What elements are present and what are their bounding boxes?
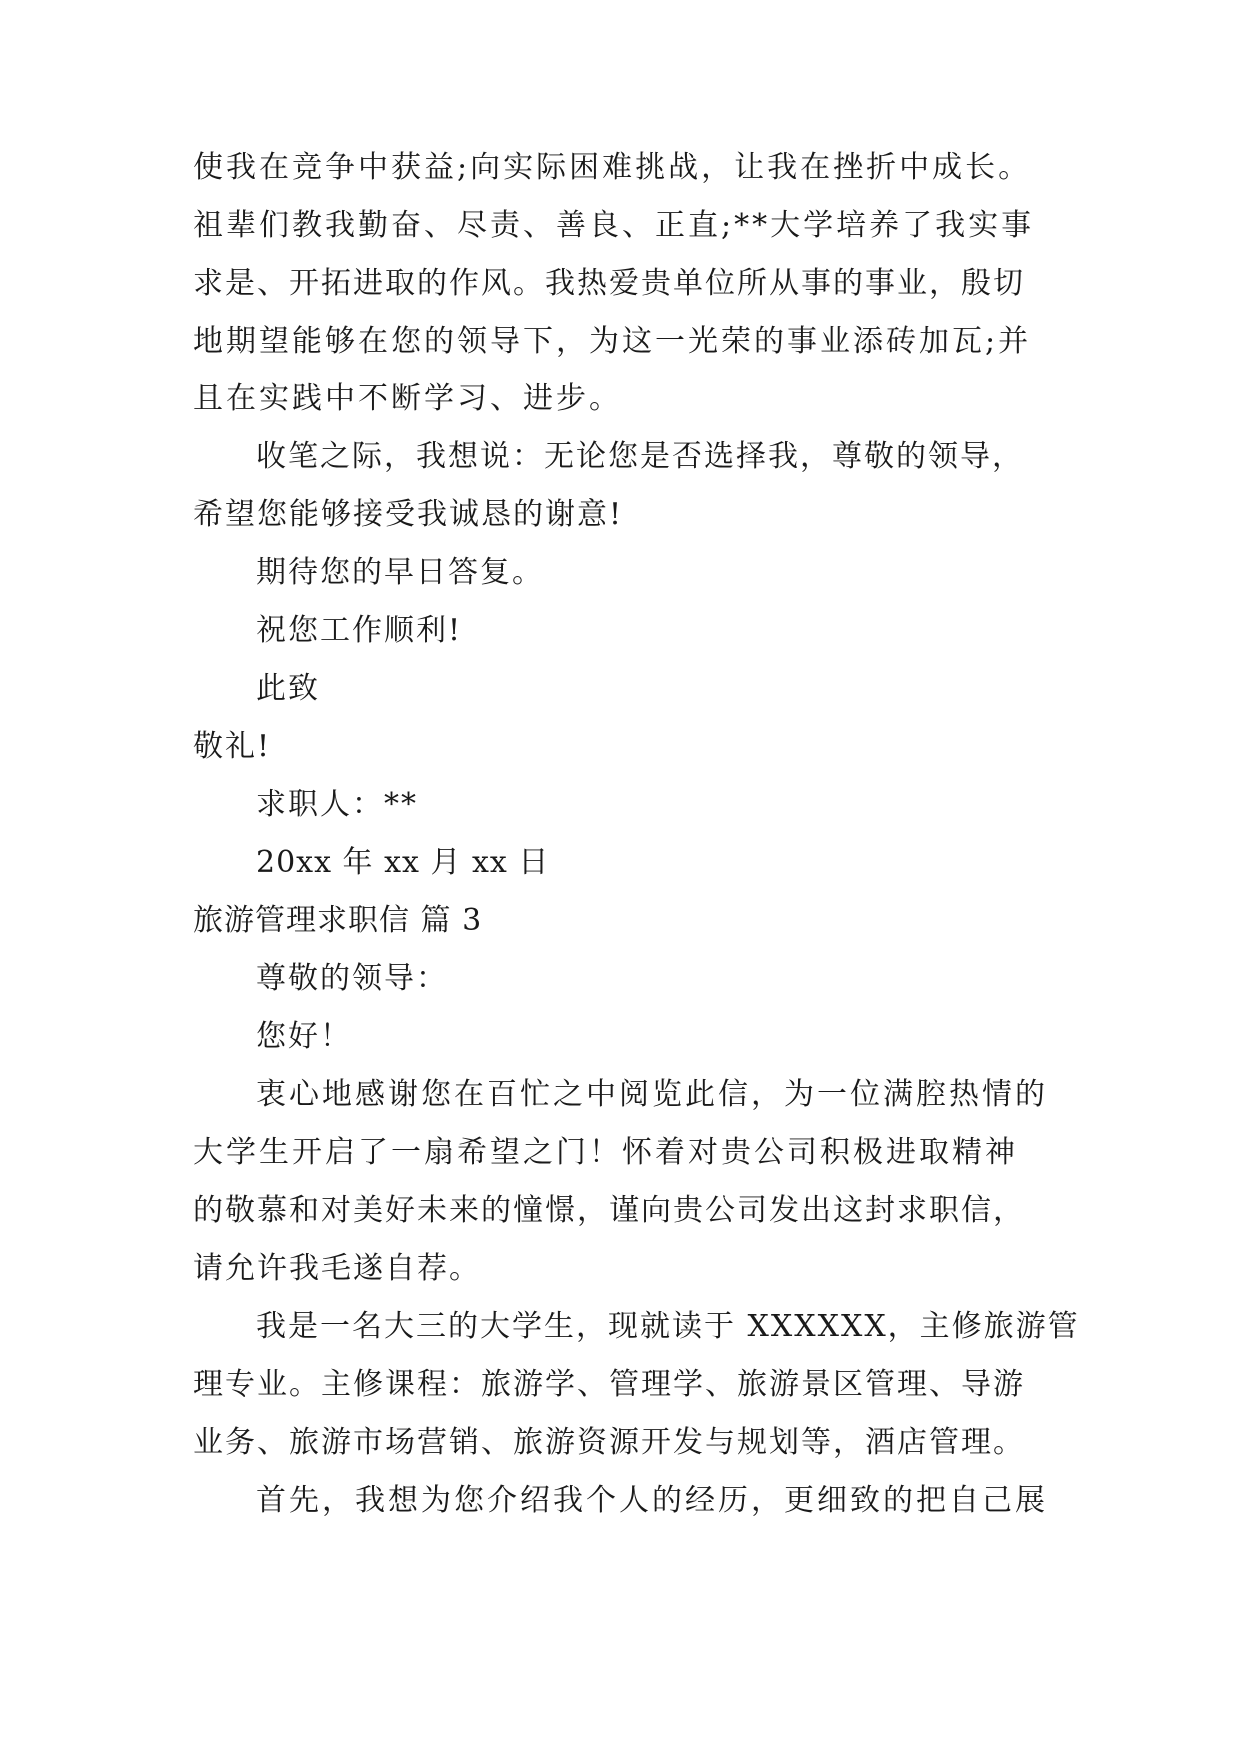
section-heading: 旅游管理求职信 篇 3	[193, 903, 483, 938]
text-line: 且在实践中不断学习、进步。	[193, 381, 622, 416]
text-line: 尊敬的领导：	[256, 961, 448, 996]
text-line: 地期望能够在您的领导下，为这一光荣的事业添砖加瓦;并	[193, 324, 1032, 359]
text-line: 求职人：**	[256, 787, 418, 822]
text-line: 我是一名大三的大学生，现就读于 XXXXXX，主修旅游管	[256, 1309, 1080, 1344]
text-line: 大学生开启了一扇希望之门！怀着对贵公司积极进取精神	[193, 1135, 1018, 1170]
text-line: 理专业。主修课程：旅游学、管理学、旅游景区管理、导游	[193, 1367, 1025, 1402]
text-line: 首先，我想为您介绍我个人的经历，更细致的把自己展	[256, 1483, 1048, 1518]
text-line: 希望您能够接受我诚恳的谢意!	[193, 497, 624, 532]
text-line: 业务、旅游市场营销、旅游资源开发与规划等，酒店管理。	[193, 1425, 1025, 1460]
text-line: 敬礼!	[193, 729, 272, 764]
text-line: 求是、开拓进取的作风。我热爱贵单位所从事的事业，殷切	[193, 266, 1025, 301]
text-line: 期待您的早日答复。	[256, 555, 544, 590]
date-line: 20xx 年 xx 月 xx 日	[256, 845, 550, 880]
text-line: 使我在竞争中获益;向实际困难挑战，让我在挫折中成长。	[193, 150, 1032, 185]
text-line: 衷心地感谢您在百忙之中阅览此信，为一位满腔热情的	[256, 1077, 1048, 1112]
text-line: 祖辈们教我勤奋、尽责、善良、正直;**大学培养了我实事	[193, 208, 1035, 243]
text-line: 请允许我毛遂自荐。	[193, 1251, 481, 1286]
text-line: 您好！	[256, 1019, 352, 1054]
text-line: 此致	[256, 671, 320, 706]
text-line: 收笔之际，我想说：无论您是否选择我，尊敬的领导，	[256, 439, 1024, 474]
text-line: 祝您工作顺利!	[256, 613, 463, 648]
text-line: 的敬慕和对美好未来的憧憬，谨向贵公司发出这封求职信，	[193, 1193, 1025, 1228]
